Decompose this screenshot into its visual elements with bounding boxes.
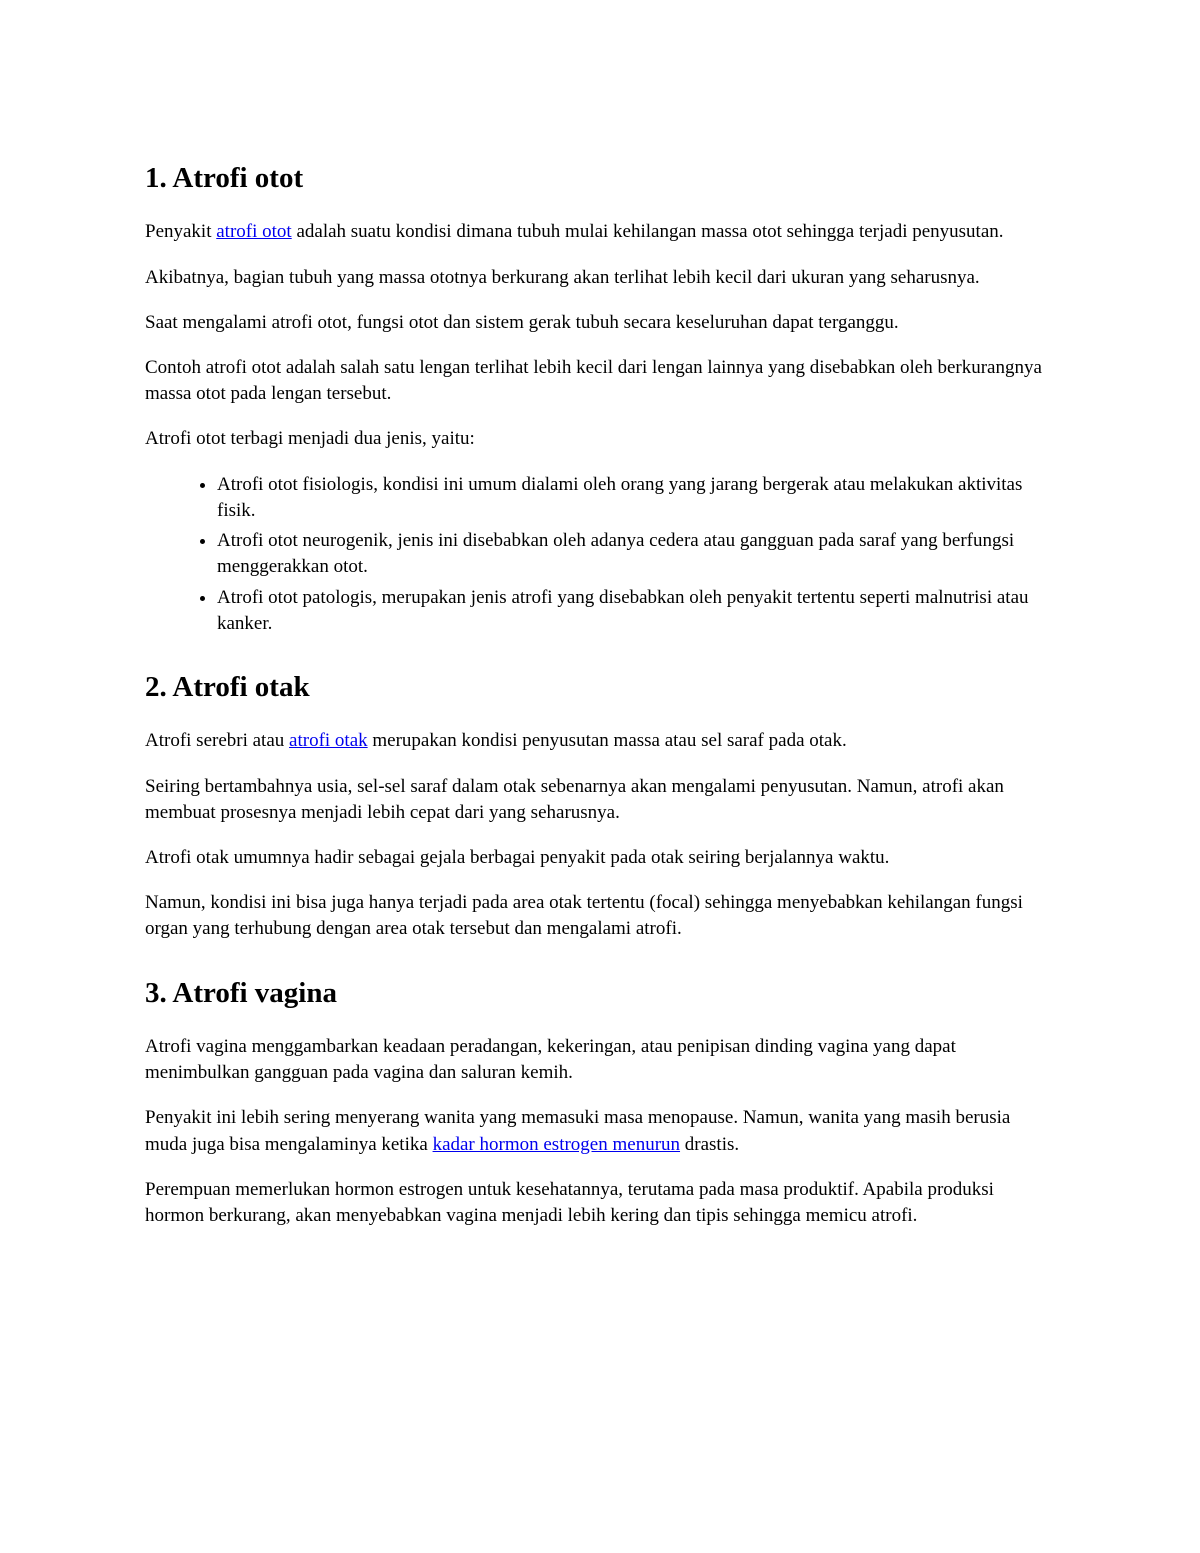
paragraph [145,310,1055,336]
section-heading: 1. Atrofi otot [145,162,304,194]
bullet-list [145,472,1055,637]
text-run: drastis. [680,1133,740,1155]
text-run: Seiring bertambahnya usia, sel-sel saraf dalam otak sebenarnya akan mengalami penyusutan. Namun, atrofi akan membuat prosesnya menjadi lebih cepat dari yang seharusnya. [145,775,1004,823]
text-run: Atrofi otot terbagi menjadi dua jenis, yaitu: [145,428,475,450]
paragraph [145,355,1055,407]
text-run: merupakan kondisi penyusutan massa atau sel saraf pada otak. [367,730,847,752]
list-item: • Atrofi otot patologis, merupakan jenis atrofi yang disebabkan oleh penyakit tertentu seperti malnutrisi atau kanker. [217,585,1055,637]
section-heading: 3. Atrofi vagina [145,976,337,1009]
hyperlink[interactable]: atrofi otot [216,221,292,243]
document-content [145,162,1055,1229]
text-run: Penyakit [145,221,217,243]
list-item: • Atrofi otot fisiologis, kondisi ini umum dialami oleh orang yang jarang bergerak atau melakukan aktivitas fisik. [217,472,1055,524]
paragraph [145,845,1055,871]
text-run: adalah suatu kondisi dimana tubuh mulai kehilangan massa otot sehingga terjadi penyusutan. [291,221,1004,243]
text-run: Contoh atrofi otot adalah salah satu lengan terlihat lebih kecil dari lengan lainnya yang disebabkan oleh berkurangnya massa otot pada lengan tersebut. [145,357,1042,405]
paragraph [145,219,1055,245]
paragraph [145,890,1055,942]
paragraph [145,265,1055,291]
text-run: Atrofi vagina menggambarkan keadaan peradangan, kekeringan, atau penipisan dinding vagina yang dapat menimbulkan gangguan pada vagina dan saluran kemih. [145,1035,956,1084]
paragraph [145,1034,1055,1086]
text-run: Saat mengalami atrofi otot, fungsi otot dan sistem gerak tubuh secara keseluruhan dapat terganggu. [145,311,899,333]
hyperlink[interactable]: atrofi otak [289,730,368,752]
text-run: Namun, kondisi ini bisa juga hanya terjadi pada area otak tertentu (focal) sehingga menyebabkan kehilangan fungsi organ yang terhubung dengan area otak tersebut dan mengalami atrofi. [145,892,1023,940]
paragraph [145,774,1055,826]
text-run: Atrofi serebri atau [145,730,290,752]
paragraph [145,1105,1055,1157]
list-item: • Atrofi otot neurogenik, jenis ini disebabkan oleh adanya cedera atau gangguan pada saraf yang berfungsi menggerakkan otot. [217,528,1055,580]
section-heading: 2. Atrofi otak [145,670,310,703]
paragraph [145,426,1055,452]
paragraph [145,1177,1055,1229]
paragraph [145,728,1055,754]
text-run: Atrofi otak umumnya hadir sebagai gejala berbagai penyakit pada otak seiring berjalannya waktu. [145,846,890,868]
hyperlink[interactable]: kadar hormon estrogen menurun [432,1133,681,1155]
text-run: Penyakit ini lebih sering menyerang wanita yang memasuki masa menopause. Namun, wanita yang masih berusia muda juga bisa mengalaminya ketika [145,1107,1011,1155]
text-run: Perempuan memerlukan hormon estrogen untuk kesehatannya, terutama pada masa produktif. Apabila produksi hormon berkurang, akan menyebabkan vagina menjadi lebih kering dan tipis sehingga memicu atrofi. [145,1178,994,1227]
text-run: Akibatnya, bagian tubuh yang massa ototnya berkurang akan terlihat lebih kecil dari ukuran yang seharusnya. [145,266,980,288]
